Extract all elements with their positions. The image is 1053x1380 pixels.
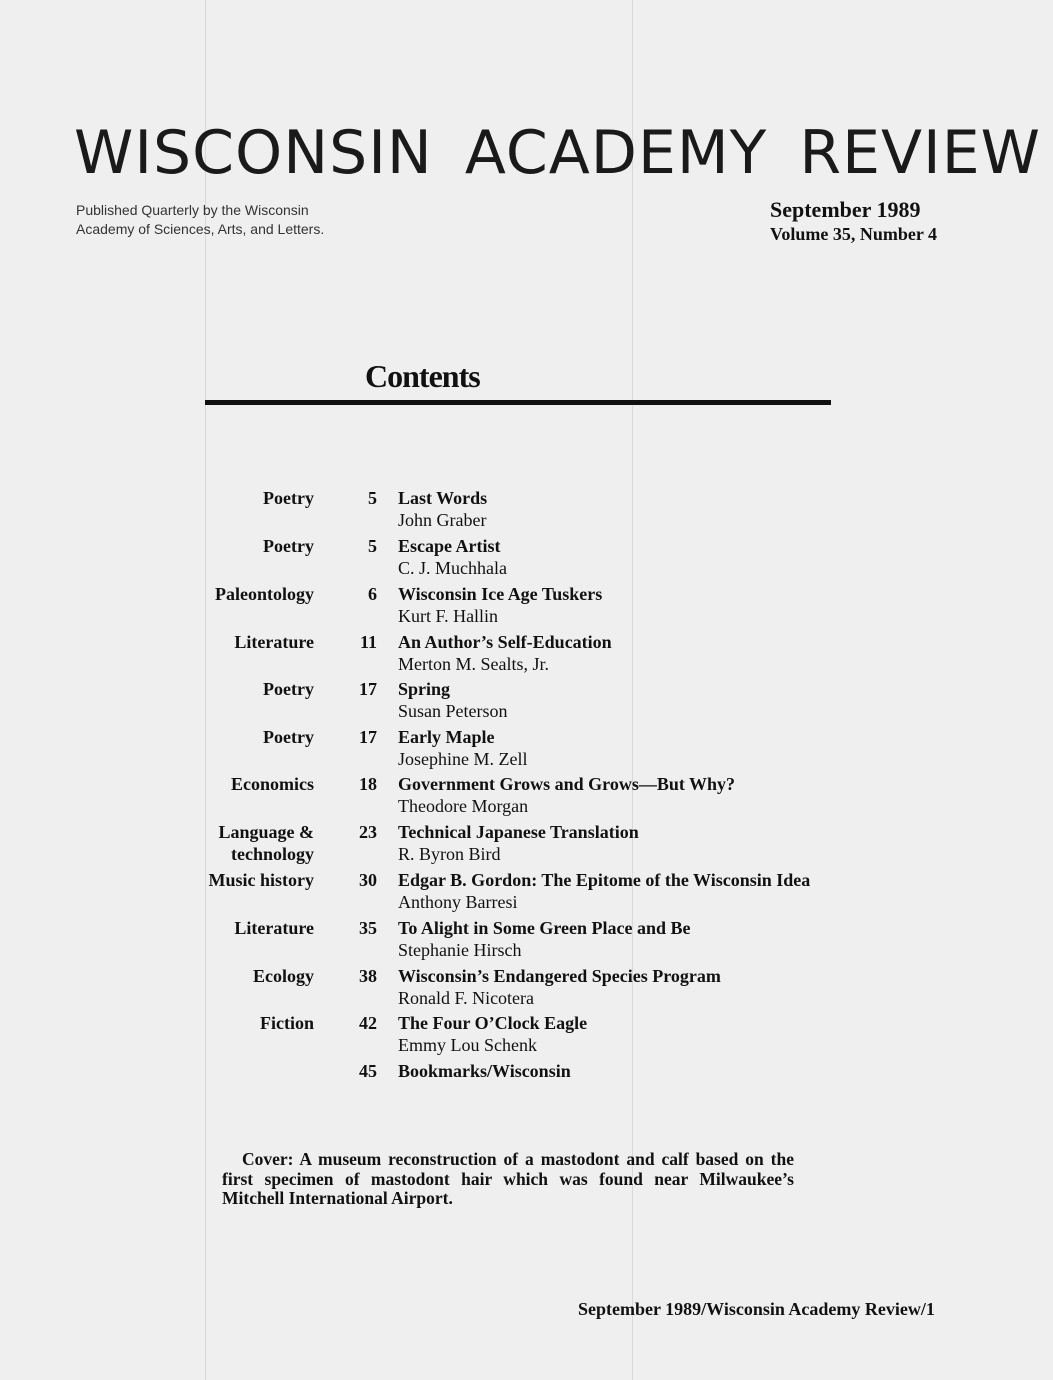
toc-category: Economics: [231, 774, 314, 794]
toc-category-line-1: Language &: [218, 822, 314, 842]
toc-article: [398, 679, 508, 722]
cover-caption: Cover: A museum reconstruction of a mastodont and calf based on the first specimen of mastodont hair which was found near Milwaukee’s Mitchell International Airport.: [222, 1149, 794, 1208]
toc-page: 5: [368, 488, 377, 508]
toc-category: Literature: [234, 918, 314, 938]
toc-title: An Author’s Self-Education: [398, 632, 612, 652]
toc-page: 6: [368, 584, 377, 604]
toc-article: [398, 966, 721, 1009]
toc-title: Technical Japanese Translation: [398, 822, 639, 842]
toc-page: 35: [359, 918, 377, 938]
toc-title: Last Words: [398, 488, 488, 508]
toc-article: [398, 727, 527, 770]
toc-title: Escape Artist: [398, 536, 501, 556]
toc-title: Early Maple: [398, 727, 495, 747]
toc-author: Kurt F. Hallin: [398, 605, 499, 626]
toc-author: C. J. Muchhala: [398, 557, 507, 578]
toc-category: Poetry: [263, 488, 314, 508]
toc-page: 17: [359, 679, 377, 699]
toc-title: Government Grows and Grows—But Why?: [398, 774, 736, 794]
toc-author: Emmy Lou Schenk: [398, 1034, 537, 1055]
contents-heading: Contents: [365, 358, 480, 394]
issue-date: September 1989: [770, 197, 921, 222]
issue-volume: Volume 35, Number 4: [770, 224, 938, 244]
toc-page: 30: [359, 870, 377, 890]
toc-author: Anthony Barresi: [398, 891, 518, 912]
toc-category: Literature: [234, 632, 314, 652]
toc-page: 5: [368, 536, 377, 556]
toc-article: [398, 488, 487, 531]
masthead-title: WISCONSIN ACADEMY REVIEW: [74, 118, 1041, 188]
toc-category: Paleontology: [215, 584, 314, 604]
toc-title: Edgar B. Gordon: The Epitome of the Wisconsin Idea: [398, 870, 811, 890]
toc-article: [398, 1013, 587, 1056]
toc-article: [398, 822, 639, 865]
toc-page: 23: [359, 822, 377, 842]
toc-article: [398, 1061, 571, 1083]
toc-article: [398, 774, 735, 817]
publisher-info: [76, 201, 324, 239]
toc-author: John Graber: [398, 509, 487, 530]
page-footer: September 1989/Wisconsin Academy Review/1: [578, 1299, 935, 1319]
toc-title: The Four O’Clock Eagle: [398, 1013, 588, 1033]
toc-author: Susan Peterson: [398, 700, 508, 721]
issue-info: [770, 197, 937, 245]
toc-category: Poetry: [263, 536, 314, 556]
toc-category: Music history: [208, 870, 314, 890]
toc-page: 42: [359, 1013, 377, 1033]
toc-page: 18: [359, 774, 377, 794]
toc-page: 17: [359, 727, 377, 747]
toc-title: Bookmarks/Wisconsin: [398, 1061, 571, 1081]
toc-title: To Alight in Some Green Place and Be: [398, 918, 691, 938]
toc-category: [218, 822, 314, 865]
toc-article: [398, 870, 810, 913]
toc-category: Fiction: [260, 1013, 314, 1033]
toc-title: Wisconsin’s Endangered Species Program: [398, 966, 721, 986]
toc-page: 11: [359, 632, 377, 652]
toc-page: 38: [359, 966, 377, 986]
toc-article: [398, 536, 507, 579]
toc-category: Poetry: [263, 727, 314, 747]
toc-title: Spring: [398, 679, 451, 699]
publisher-line-1: Published Quarterly by the Wisconsin: [76, 202, 309, 218]
toc-category-line-2: technology: [231, 843, 314, 864]
toc-author: Josephine M. Zell: [398, 748, 528, 769]
toc-author: Ronald F. Nicotera: [398, 987, 535, 1008]
toc-author: R. Byron Bird: [398, 843, 501, 864]
toc-author: Stephanie Hirsch: [398, 939, 522, 960]
toc-article: [398, 584, 602, 627]
publisher-line-2: Academy of Sciences, Arts, and Letters.: [76, 221, 325, 237]
toc-author: Merton M. Sealts, Jr.: [398, 653, 549, 674]
toc-author: Theodore Morgan: [398, 795, 529, 816]
contents-rule: [205, 400, 831, 405]
toc-article: [398, 918, 691, 961]
toc-article: [398, 632, 612, 675]
toc-category: Ecology: [253, 966, 314, 986]
toc-title: Wisconsin Ice Age Tuskers: [398, 584, 603, 604]
toc-page: 45: [359, 1061, 377, 1081]
toc-category: Poetry: [263, 679, 314, 699]
